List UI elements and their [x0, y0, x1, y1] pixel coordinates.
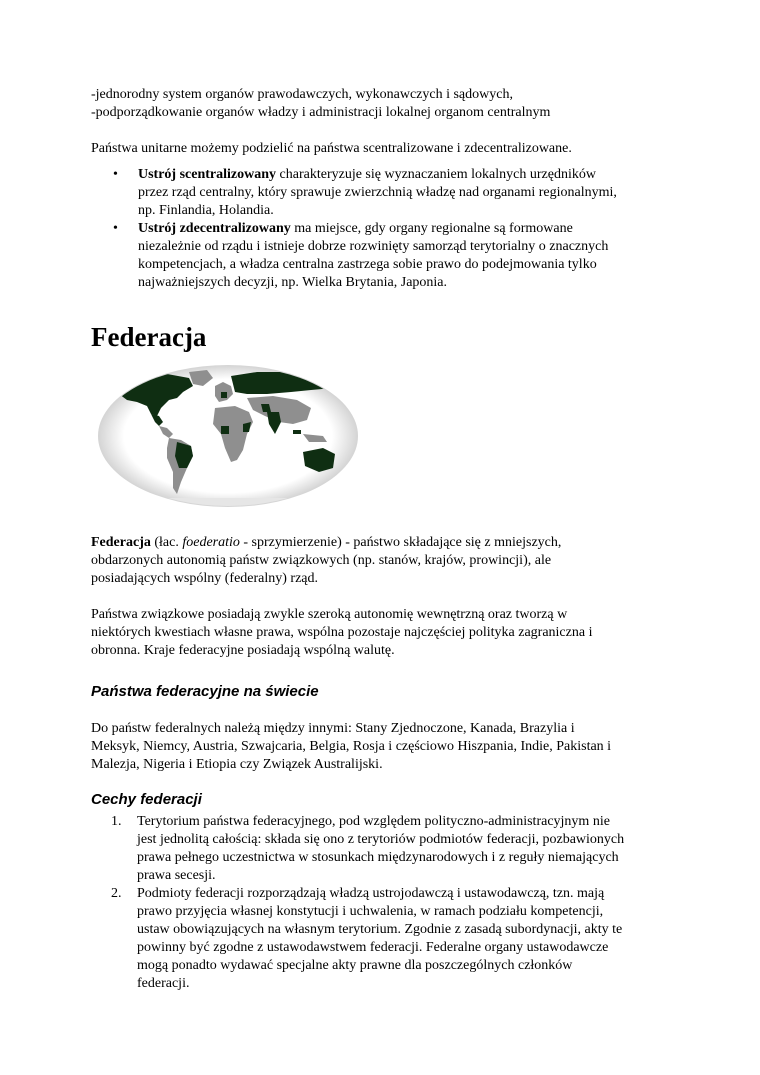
definition-term: Federacja	[91, 535, 151, 550]
bullet-icon: •	[113, 167, 118, 182]
feature-text: mogą ponadto wydawać specjalne akty prawne dla poszczególnych członków	[137, 958, 573, 973]
world-map-icon	[97, 364, 359, 508]
list-item	[91, 813, 681, 885]
bullet-text: ma miejsce, gdy organy regionalne są formowane	[290, 221, 573, 236]
intro-line-2: -podporządkowanie organów władzy i administracji lokalnej organom centralnym	[91, 105, 551, 120]
intro-block	[91, 86, 681, 292]
definition-line-3: posiadających wspólny (federalny) rząd.	[91, 571, 319, 586]
definition-text: (łac.	[150, 535, 183, 550]
bullet-text: kompetencjach, a władza centralna zastrzega sobie prawo do podejmowania tylko	[138, 257, 597, 272]
feature-text: Podmioty federacji rozporządzają władzą ustrojodawczą i ustawodawczą, tzn. mają	[137, 886, 605, 901]
unitary-paragraph: Państwa unitarne możemy podzielić na państwa scentralizowane i zdecentralizowane.	[91, 141, 572, 156]
page-title: Federacja	[91, 322, 207, 352]
list-item	[91, 220, 681, 292]
bullet-icon: •	[113, 221, 118, 236]
bullet-text: charakteryzuje się wyznaczaniem lokalnych urzędników	[276, 167, 596, 182]
bullet-text: np. Finlandia, Holandia.	[138, 203, 274, 218]
member-states-line-1: Państwa związkowe posiadają zwykle szeroką autonomię wewnętrzną oraz tworzą w	[91, 607, 568, 622]
latin-term: foederatio	[182, 535, 240, 550]
list-number: 2.	[111, 886, 122, 901]
definition-line-2: obdarzonych autonomią państw związkowych (np. stanów, krajów, prowincji), ale	[91, 553, 552, 568]
federal-states-line-2: Meksyk, Niemcy, Austria, Szwajcaria, Belgia, Rosja i częściowo Hiszpania, Indie, Pakistan i	[91, 739, 612, 754]
federation-content	[91, 534, 681, 993]
member-states-line-3: obronna. Kraje federacyjne posiadają wspólną walutę.	[91, 643, 395, 658]
list-number: 1.	[111, 814, 122, 829]
federal-states-line-3: Malezja, Nigeria i Etiopia czy Związek Australijski.	[91, 757, 383, 772]
section-heading-federal-states: Państwa federacyjne na świecie	[91, 683, 319, 700]
member-states-line-2: niektórych kwestiach własne prawa, wspólna pozostaje najczęściej polityka zagraniczna i	[91, 625, 593, 640]
bullet-text: najważniejszych decyzji, np. Wielka Brytania, Japonia.	[138, 275, 448, 290]
bullet-text: przez rząd centralny, który sprawuje zwierzchnią władzę nad organami regionalnymi,	[138, 185, 617, 200]
feature-text: powinny być zgodne z ustawodawstwem federacji. Federalne organy ustawodawcze	[137, 940, 609, 955]
bullet-term: Ustrój scentralizowany	[138, 167, 277, 182]
list-item	[91, 166, 681, 220]
feature-text: prawa secesji.	[137, 868, 216, 883]
feature-text: jest jednolitą całością: składa się ono z terytoriów podmiotów federacji, pozbawionych	[137, 832, 625, 847]
list-item	[91, 885, 681, 993]
features-list	[91, 813, 681, 993]
intro-line-1: -jednorodny system organów prawodawczych, wykonawczych i sądowych,	[91, 87, 513, 102]
federal-states-line-1: Do państw federalnych należą między innymi: Stany Zjednoczone, Kanada, Brazylia i	[91, 721, 575, 736]
feature-text: ustaw obowiązujących na własnym terytorium. Zgodnie z zasadą subordynacji, akty te	[137, 922, 623, 937]
section-heading-features: Cechy federacji	[91, 791, 202, 808]
definition-text: - sprzymierzenie) - państwo składające się z mniejszych,	[239, 535, 562, 550]
unitary-types-list	[91, 166, 681, 292]
feature-text: prawo przyjęcia własnej konstytucji i uchwalenia, w ramach podziału kompetencji,	[137, 904, 604, 919]
definition-line-1	[91, 534, 681, 552]
bullet-term: Ustrój zdecentralizowany	[138, 221, 291, 236]
feature-text: prawa pełnego uczestnictwa w stosunkach międzynarodowych i z reguły niemających	[137, 850, 619, 865]
feature-text: federacji.	[137, 976, 190, 991]
feature-text: Terytorium państwa federacyjnego, pod względem polityczno-administracyjnym nie	[137, 814, 610, 829]
bullet-text: niezależnie od rządu i istnieje dobrze rozwinięty samorząd terytorialny o znacznych	[138, 239, 609, 254]
